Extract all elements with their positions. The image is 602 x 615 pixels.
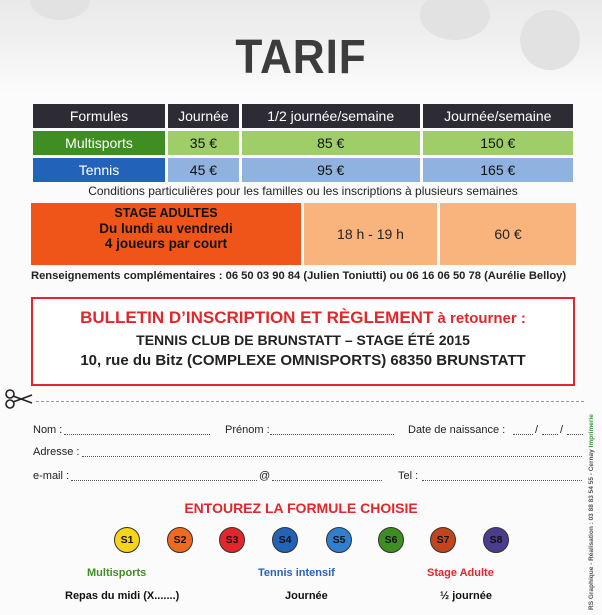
tariff-table [30,101,576,185]
prenom-field[interactable] [270,424,394,435]
formula-s3[interactable]: S3 [219,527,245,553]
photo-shape [30,0,90,20]
bulletin-box [31,297,575,386]
printer-logo-text: Imprimerie [588,414,595,448]
stage-title: STAGE ADULTES [114,206,218,220]
email-label: e-mail : [33,470,70,482]
adresse-field[interactable] [82,446,582,457]
nom-field[interactable] [64,424,210,435]
bulletin-title-suffix: à retourner : [433,310,526,327]
header-cell: Journée/semaine [423,104,573,128]
table-row-tennis [33,158,573,182]
club-address: 10, rue du Bitz (COMPLEXE OMNISPORTS) 68350 BRUNSTATT [80,352,526,369]
bulletin-title-main: BULLETIN D’INSCRIPTION ET RÈGLEMENT [80,308,434,327]
stage-label [31,203,301,265]
table-row-multisports [33,131,573,155]
table-header-row [33,104,573,128]
stage-adultes-row [31,203,576,265]
header-cell: Journée [168,104,239,128]
price-cell: 150 € [423,131,573,155]
formula-s7[interactable]: S7 [430,527,456,553]
birth-day-field[interactable] [513,424,533,435]
stage-days: Du lundi au vendredi [99,221,233,236]
formula-options [0,527,602,553]
form-row-identity [0,424,602,440]
category-tennis: Tennis intensif [258,567,335,579]
form-row-address [0,446,602,462]
prenom-label: Prénom : [225,424,270,436]
formula-s8[interactable]: S8 [483,527,509,553]
tel-field[interactable] [422,470,582,481]
naissance-label: Date de naissance : [408,424,506,436]
formula-s6[interactable]: S6 [378,527,404,553]
email-user-field[interactable] [71,470,257,481]
row-label: Multisports [33,131,165,155]
printer-credits [588,414,600,610]
formula-s4[interactable]: S4 [272,527,298,553]
credits-text [588,414,595,610]
price-cell: 35 € [168,131,239,155]
tel-label: Tel : [398,470,419,482]
price-cell: 45 € [168,158,239,182]
formula-s2[interactable]: S2 [167,527,193,553]
option-repas: Repas du midi (X.......) [65,590,180,602]
scissors-icon [4,388,34,410]
nom-label: Nom : [33,424,63,436]
category-stage: Stage Adulte [427,567,494,579]
credits-line: RS Graphique - Réalisation : 03 88 83 54 55 - Cernay [588,449,595,610]
price-cell: 165 € [423,158,573,182]
date-separator: / [535,424,539,436]
header-cell: Formules [33,104,165,128]
conditions-note: Conditions particulières pour les familles ou les inscriptions à plusieurs semaines [88,184,518,198]
price-cell: 85 € [242,131,420,155]
form-row-contact [0,470,602,486]
email-domain-field[interactable] [272,470,382,481]
birth-month-field[interactable] [542,424,558,435]
adresse-label: Adresse : [33,446,80,458]
category-multisports: Multisports [87,567,147,579]
formula-s1[interactable]: S1 [114,527,140,553]
page-title: TARIF [235,31,367,84]
date-separator: / [560,424,564,436]
cut-line [36,401,584,402]
bulletin-title [33,308,573,328]
stage-price: 60 € [440,203,576,265]
option-demi-journee: ½ journée [440,590,492,602]
formula-s5[interactable]: S5 [326,527,352,553]
club-name: TENNIS CLUB DE BRUNSTATT – STAGE ÉTÉ 2015 [136,332,470,348]
at-sign: @ [259,470,271,482]
birth-year-field[interactable] [567,424,583,435]
choose-formula-heading: ENTOUREZ LA FORMULE CHOISIE [184,500,418,516]
price-cell: 95 € [242,158,420,182]
stage-time: 18 h - 19 h [304,203,437,265]
header-cell: 1/2 journée/semaine [242,104,420,128]
contact-info: Renseignements complémentaires : 06 50 03 90 84 (Julien Toniutti) ou 06 16 06 50 78 (Aurélie Belloy) [31,270,567,282]
stage-players: 4 joueurs par court [104,236,228,251]
row-label: Tennis [33,158,165,182]
option-journee: Journée [285,590,328,602]
